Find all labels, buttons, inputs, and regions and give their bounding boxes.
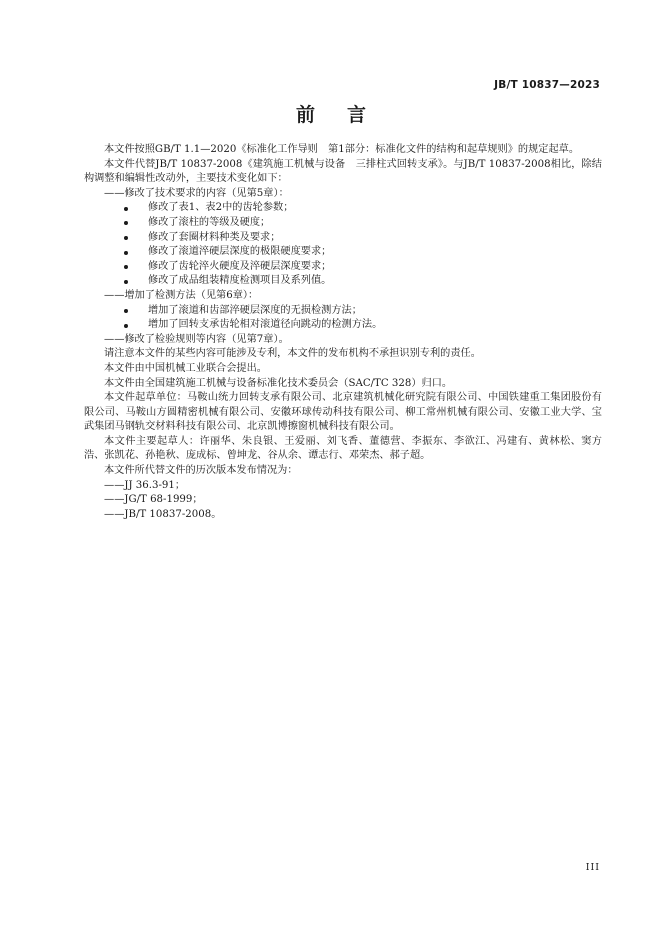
change-item-inspection-rules: ——修改了检验规则等内容（见第7章）。 [104, 333, 289, 345]
history-item: ——JG/T 68-1999； [104, 494, 203, 506]
list-item [84, 304, 602, 319]
list-item-text: 增加了滚道和齿部淬硬层深度的无损检测方法； [148, 304, 362, 316]
list-item [84, 318, 602, 333]
page-title: 前言 [295, 104, 398, 126]
change-item-technical-requirements: ——修改了技术要求的内容（见第5章）： [104, 187, 289, 199]
paragraph-proposed-by: 本文件由中国机械工业联合会提出。 [104, 362, 267, 374]
list-item-text: 修改了表1、表2中的齿轮参数； [148, 202, 294, 214]
paragraph-drafters: 本文件主要起草人：许丽华、朱良银、王爱丽、刘飞香、董德营、李振东、李欲江、冯建有、黄林松、窦方浩、张凯花、孙艳秋、庞成标、曾坤龙、谷从余、谭志行、邓荣杰、郝子超。 [84, 435, 602, 462]
history-item: ——JB/T 10837-2008。 [104, 508, 222, 520]
bullet-icon [124, 324, 128, 328]
bullet-icon [124, 280, 128, 284]
list-item-text: 增加了回转支承齿轮相对滚道径向跳动的检测方法。 [148, 319, 383, 331]
paragraph-history-intro: 本文件所代替文件的历次版本发布情况为： [104, 465, 298, 477]
history-item: ——JJ 36.3-91； [104, 479, 186, 491]
paragraph-centralized-by: 本文件由全国建筑施工机械与设备标准化技术委员会（SAC/TC 328）归口。 [104, 377, 453, 389]
bullet-icon [124, 207, 128, 211]
bullet-icon [124, 221, 128, 225]
list-item-text: 修改了滚柱的等级及硬度； [148, 216, 271, 228]
bullet-icon [124, 236, 128, 240]
page-number: III [585, 862, 600, 873]
list-item [84, 274, 602, 289]
list-item-text: 修改了齿轮淬火硬度及淬硬层深度要求； [148, 260, 332, 272]
list-item [84, 245, 602, 260]
list-item-text: 修改了套圈材料种类及要求； [148, 231, 281, 243]
paragraph-patent-notice: 请注意本文件的某些内容可能涉及专利，本文件的发布机构不承担识别专利的责任。 [104, 348, 481, 360]
list-item [84, 260, 602, 275]
paragraph-replacement: 本文件代替JB/T 10837-2008《建筑施工机械与设备 三排柱式回转支承》。与JB/T 10837-2008相比，除结构调整和编辑性改动外，主要技术变化如下： [84, 158, 602, 185]
change-item-test-methods: ——增加了检测方法（见第6章）： [104, 289, 259, 301]
bullet-icon [124, 265, 128, 269]
paragraph-drafting-units: 本文件起草单位：马鞍山统力回转支承有限公司、北京建筑机械化研究院有限公司、中国铁建重工集团股份有限公司、马鞍山方圆精密机械有限公司、安徽环球传动科技有限公司、柳工常州机械有限公司、安徽工业大学、宝武集团马钢轨交材料科技有限公司、北京凯博擦窗机械科技有限公司。 [84, 392, 602, 433]
paragraph-drafting-rules: 本文件按照GB/T 1.1—2020《标准化工作导则 第1部分：标准化文件的结构和起草规则》的规定起草。 [104, 144, 580, 155]
list-item-text: 修改了滚道淬硬层深度的极限硬度要求； [148, 246, 332, 258]
foreword-body [84, 143, 602, 522]
bullet-icon [124, 309, 128, 313]
bullet-icon [124, 251, 128, 255]
list-item-text: 修改了成品组装精度检测项目及系列值。 [148, 275, 332, 287]
list-item [84, 201, 602, 216]
list-item [84, 216, 602, 231]
list-item [84, 231, 602, 246]
standard-code: JB/T 10837—2023 [494, 79, 600, 91]
